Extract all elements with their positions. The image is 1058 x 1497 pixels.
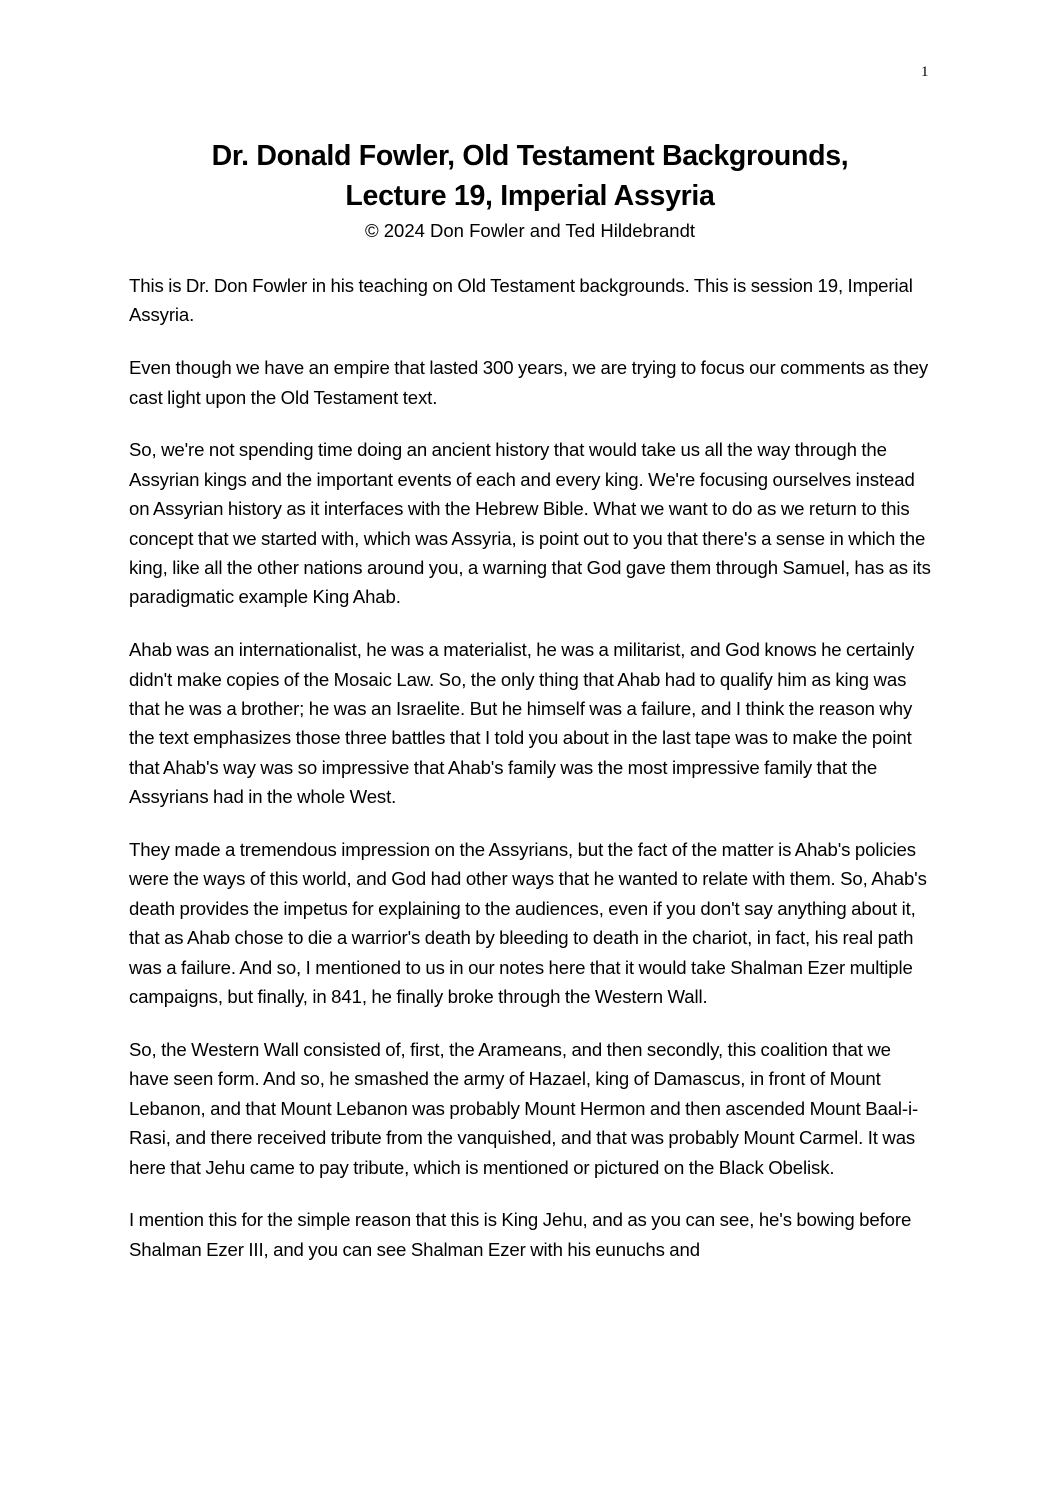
document-title-line-1: Dr. Donald Fowler, Old Testament Backgrounds, [211,140,849,172]
paragraph-7: I mention this for the simple reason that this is King Jehu, and as you can see, he's bowing before Shalman Ezer III, and you can see Shalman Ezer with his eunuchs and [129,1209,912,1260]
paragraph-6: So, the Western Wall consisted of, first, the Arameans, and then secondly, this coalition that we have seen form. And so, he smashed the army of Hazael, king of Damascus, in front of Mount Lebanon, and that Mount Lebanon was probably Mount Hermon and then ascended Mount Baal-i-Rasi, and there received tribute from the vanquished, and that was probably Mount Carmel. It was here that Jehu came to pay tribute, which is mentioned or pictured on the Black Obelisk. [129,1038,919,1178]
document-title-line-2: Lecture 19, Imperial Assyria [345,180,715,212]
copyright-notice: © 2024 Don Fowler and Ted Hildebrandt [364,220,696,241]
paragraph-2: Even though we have an empire that lasted 300 years, we are trying to focus our comments as they cast light upon the Old Testament text. [129,357,929,408]
page-number: 1 [921,64,929,80]
paragraph-4: Ahab was an internationalist, he was a materialist, he was a militarist, and God knows he certainly didn't make copies of the Mosaic Law. So, the only thing that Ahab had to qualify him as king was that he was a brother; he was an Israelite. But he himself was a failure, and I think the reason why the text emphasizes those three battles that I told you about in the last tape was to make the point that Ahab's way was so impressive that Ahab's family was the most impressive family that the Assyrians had in the whole West. [129,639,915,808]
paragraph-1: This is Dr. Don Fowler in his teaching on Old Testament backgrounds. This is session 19, Imperial Assyria. [129,275,913,326]
paragraph-5: They made a tremendous impression on the Assyrians, but the fact of the matter is Ahab's policies were the ways of this world, and God had other ways that he wanted to relate with them. So, Ahab's death provides the impetus for explaining to the audiences, even if you don't say anything about it, that as Ahab chose to die a warrior's death by bleeding to death in the chariot, in fact, his real path was a failure. And so, I mentioned to us in our notes here that it would take Shalman Ezer multiple campaigns, but finally, in 841, he finally broke through the Western Wall. [129,839,927,1008]
document-body [129,271,934,1288]
paragraph-3: So, we're not spending time doing an ancient history that would take us all the way through the Assyrian kings and the important events of each and every king. We're focusing ourselves instead on Assyrian history as it interfaces with the Hebrew Bible. What we want to do as we return to this concept that we started with, which was Assyria, is point out to you that there's a sense in which the king, like all the other nations around you, a warning that God gave them through Samuel, has as its paradigmatic example King Ahab. [129,439,931,608]
title-block [100,136,960,243]
